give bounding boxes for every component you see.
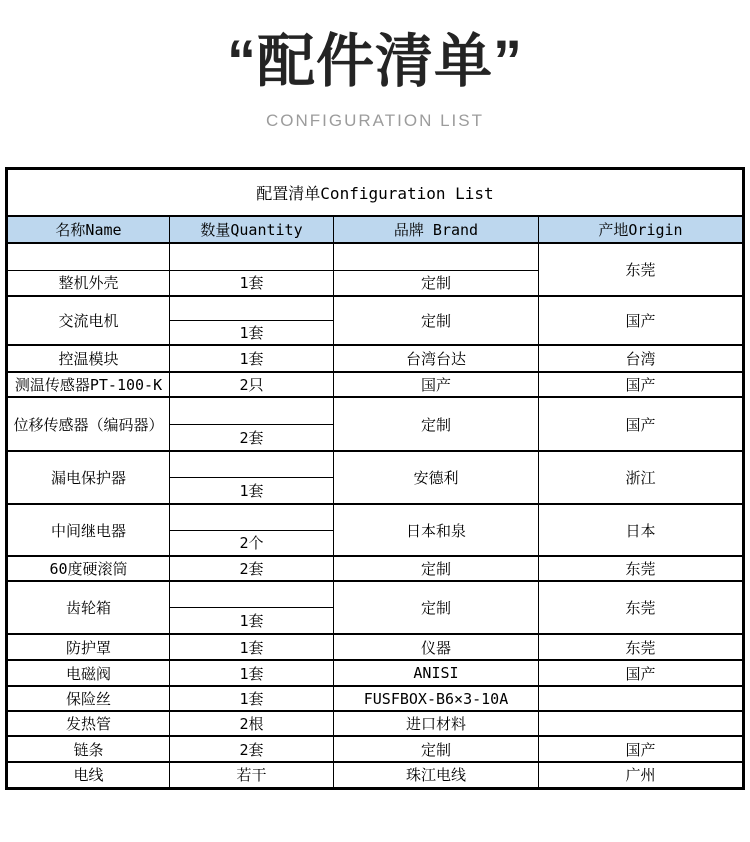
qty-cell: 2只 xyxy=(169,372,333,397)
qty-cell: 2根 xyxy=(169,711,333,736)
origin-cell: 东莞 xyxy=(538,581,743,634)
brand-cell: 安德利 xyxy=(333,451,538,504)
qty-cell: 1套 xyxy=(169,660,333,686)
brand-cell: 定制 xyxy=(333,556,538,581)
brand-cell: 日本和泉 xyxy=(333,504,538,556)
page-subtitle: CONFIGURATION LIST xyxy=(266,110,484,130)
origin-cell: 广州 xyxy=(538,762,743,788)
qty-cell: 2个 xyxy=(169,530,333,556)
brand-cell: 定制 xyxy=(333,270,538,296)
origin-cell: 浙江 xyxy=(538,451,743,504)
brand-cell: 国产 xyxy=(333,372,538,397)
name-cell: 链条 xyxy=(6,736,169,762)
name-cell: 中间继电器 xyxy=(6,504,169,556)
column-header-brand: 品牌 Brand xyxy=(333,216,538,243)
origin-cell: 国产 xyxy=(538,296,743,345)
name-cell: 交流电机 xyxy=(6,296,169,345)
qty-cell: 2套 xyxy=(169,556,333,581)
qty-cell xyxy=(169,504,333,530)
name-cell: 漏电保护器 xyxy=(6,451,169,504)
origin-cell: 东莞 xyxy=(538,634,743,660)
name-cell: 测温传感器PT-100-K xyxy=(6,372,169,397)
page-title: “配件清单” xyxy=(226,29,523,94)
qty-cell: 1套 xyxy=(169,345,333,372)
qty-cell xyxy=(169,243,333,270)
origin-cell: 东莞 xyxy=(538,556,743,581)
qty-cell xyxy=(169,451,333,477)
column-header-name: 名称Name xyxy=(6,216,169,243)
brand-cell: 进口材料 xyxy=(333,711,538,736)
configuration-table xyxy=(5,167,745,790)
qty-cell: 1套 xyxy=(169,270,333,296)
brand-cell: 定制 xyxy=(333,397,538,451)
origin-cell xyxy=(538,686,743,711)
brand-cell: ANISI xyxy=(333,660,538,686)
origin-cell: 台湾 xyxy=(538,345,743,372)
origin-cell: 国产 xyxy=(538,736,743,762)
brand-cell: 定制 xyxy=(333,296,538,345)
brand-cell: FUSFBOX-B6×3-10A xyxy=(333,686,538,711)
qty-cell: 2套 xyxy=(169,424,333,451)
qty-cell xyxy=(169,296,333,320)
name-cell: 控温模块 xyxy=(6,345,169,372)
qty-cell xyxy=(169,581,333,607)
column-header-quantity: 数量Quantity xyxy=(169,216,333,243)
table-title: 配置清单Configuration List xyxy=(6,168,743,216)
qty-cell: 2套 xyxy=(169,736,333,762)
origin-cell: 日本 xyxy=(538,504,743,556)
column-header-origin: 产地Origin xyxy=(538,216,743,243)
brand-cell: 定制 xyxy=(333,736,538,762)
qty-cell: 1套 xyxy=(169,607,333,634)
brand-cell: 仪器 xyxy=(333,634,538,660)
qty-cell: 1套 xyxy=(169,686,333,711)
qty-cell: 1套 xyxy=(169,477,333,504)
name-cell: 整机外壳 xyxy=(6,270,169,296)
origin-cell: 国产 xyxy=(538,397,743,451)
name-cell: 保险丝 xyxy=(6,686,169,711)
qty-cell: 若干 xyxy=(169,762,333,788)
brand-cell xyxy=(333,243,538,270)
name-cell: 发热管 xyxy=(6,711,169,736)
name-cell xyxy=(6,243,169,270)
page-header xyxy=(0,0,750,131)
brand-cell: 珠江电线 xyxy=(333,762,538,788)
name-cell: 电线 xyxy=(6,762,169,788)
name-cell: 齿轮箱 xyxy=(6,581,169,634)
brand-cell: 定制 xyxy=(333,581,538,634)
name-cell: 防护罩 xyxy=(6,634,169,660)
origin-cell: 东莞 xyxy=(538,243,743,296)
name-cell: 位移传感器（编码器） xyxy=(6,397,169,451)
origin-cell xyxy=(538,711,743,736)
origin-cell: 国产 xyxy=(538,660,743,686)
origin-cell: 国产 xyxy=(538,372,743,397)
name-cell: 电磁阀 xyxy=(6,660,169,686)
qty-cell: 1套 xyxy=(169,634,333,660)
qty-cell: 1套 xyxy=(169,320,333,345)
qty-cell xyxy=(169,397,333,424)
brand-cell: 台湾台达 xyxy=(333,345,538,372)
name-cell: 60度硬滚筒 xyxy=(6,556,169,581)
